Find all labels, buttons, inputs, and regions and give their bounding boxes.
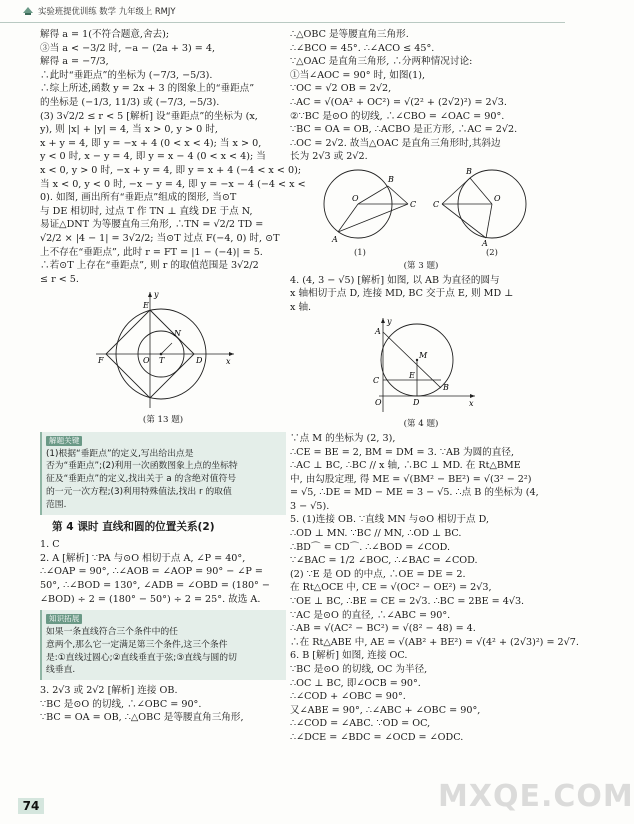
solution-line: ∵AC 是⊙O 的直径, ∴∠ABC = 90°. (290, 609, 451, 621)
solution-line: ∴AC = √(OA² + OC²) = √(2² + (2√2)²) = 2√3. (290, 96, 507, 108)
fig4-a-label: A (375, 327, 381, 337)
solution-line: ∴AB = √(AC² − BC²) = √(8² − 48) = 4. (290, 623, 476, 635)
fig3-2-o-label: O (494, 193, 501, 203)
solution-line: ∴综上所述,函数 y = 2x + 3 的图象上的“垂距点” (40, 83, 255, 95)
solution-line: ∴BD⌒ = CD⌒. ∴∠BOD = ∠COD. (290, 541, 451, 553)
answer-line: ∴∠OAP = 90°, ∴∠AOB = ∠AOP = 90° − ∠P = (40, 566, 263, 578)
tip-tag-extend: 知识拓展 (46, 614, 82, 624)
fig4-e-label: E (409, 371, 415, 381)
solution-line: 中, 由勾股定理, 得 ME = √(BM² − BE²) = √(3² − 2²) (290, 473, 532, 485)
fig4-d-label: D (413, 398, 420, 408)
figure-4-caption: (第 4 题) (403, 419, 439, 430)
fig4-m-label: M (419, 351, 428, 361)
fig3-1-b-label: B (388, 174, 394, 184)
page-header (0, 0, 565, 23)
tip-line: 否为“垂距点”;(2)利用一次函数图象上点的坐标特 (46, 461, 238, 472)
fig13-o-label: O (143, 356, 150, 366)
fig4-o-label: O (375, 398, 382, 408)
solution-line: y), 则 |x| + |y| = 4, 当 x > 0, y > 0 时, (40, 124, 218, 136)
solution-line: ∴CE = BE = 2, BM = DM = 3. ∵AB 为圆的直径, (290, 446, 514, 458)
answer-line: ∵BC 是⊙O 的切线, ∴∠OBC = 90°. (40, 698, 202, 710)
figure-13 (88, 288, 238, 412)
right-column (290, 28, 579, 745)
solution-line: 0). 如图, 画出所有“垂距点”组成的图形, 当⊙T (40, 192, 237, 204)
solution-line: x + y = 4, 即 y = −x + 4 (0 < x < 4); 当 x > 0, (40, 137, 262, 149)
tip-line: 如果一条直线符合三个条件中的任 (46, 627, 178, 638)
page-number: 74 (18, 798, 44, 814)
solution-line: ∵△OAC 是直角三角形, ∴分两种情况讨论: (290, 56, 473, 68)
solution-line: = √5, ∴DE = MD − ME = 3 − √5. ∴点 B 的坐标为 (4, (290, 487, 539, 499)
fig4-y-label: y (387, 317, 392, 327)
fig3-2-a-label: A (482, 238, 488, 248)
figure-3 (290, 164, 552, 260)
answer-line: x 轴. (290, 301, 312, 313)
fig13-n-label: N (174, 329, 181, 339)
fig13-e-label: E (143, 301, 149, 311)
solution-line: 3 − √5). (290, 500, 330, 512)
solution-line: ∵∠BAC = 1/2 ∠BOC, ∴∠BAC = ∠COD. (290, 555, 478, 567)
left-solution-text (40, 28, 306, 286)
fig13-x-label: x (226, 357, 231, 367)
header-title: 实验班提优训练 数学 九年级上 RMJY (38, 6, 176, 16)
figure-4 (361, 316, 481, 416)
solution-line: 上不存在“垂距点”, 此时 r = FT = |1 − (−4)| = 5. (40, 246, 263, 258)
figure-3-caption: (第 3 题) (403, 260, 439, 271)
solution-line: 与 DE 相切时, 过点 T 作 TN ⊥ 直线 DE 于点 N, (40, 205, 253, 217)
book-logo-icon (22, 4, 34, 16)
fig4-c-label: C (373, 376, 380, 386)
figure-13-caption: (第 13 题) (142, 415, 184, 426)
solution-line: 的坐标是 (−1/3, 11/3) 或 (−7/3, −5/3). (40, 96, 220, 108)
tip-line: 范围. (46, 499, 67, 510)
fig3-1-c-label: C (410, 199, 417, 209)
tip-line: 征及“垂距点”的定义,找出关于 a 的含绝对值符号 (46, 474, 237, 485)
solution-line: 解得 a = 1(不符合题意,舍去); (40, 29, 170, 40)
tip-box-extend (40, 610, 286, 680)
watermark: MXQE.COM (438, 779, 634, 814)
fig4-b-label: B (443, 383, 449, 393)
solution-line: ∴OC ⊥ BC, 即∠OCB = 90°. (290, 677, 421, 689)
answer-line: 50°, ∴∠BOD = 130°, ∠ADB = ∠OBD = (180° − (40, 580, 270, 592)
solution-line: (2) ∵E 是 OD 的中点, ∴OE = DE = 2. (290, 568, 466, 580)
answer-line: 1. C (40, 539, 60, 551)
solution-line: ∴∠COD = ∠ABC. ∵OD = OC, (290, 718, 431, 730)
tip-line: 线垂直. (46, 665, 76, 676)
solution-line: x < 0, y > 0 时, −x + y = 4, 即 y = x + 4 (−4 < x < 0); (40, 164, 302, 176)
lesson-title: 第 4 课时 直线和圆的位置关系(2) (52, 520, 215, 533)
solution-line: ∵OC = √2 OB = 2√2, (290, 83, 392, 95)
solution-line: √2/2 × |4 − 1| = 3√2/2; 当⊙T 过点 F(−4, 0) 时, ⊙T (40, 232, 280, 244)
tip-line: 是:①直线过圆心;②直线垂直于弦;③直线与圆的切 (46, 652, 237, 663)
solution-line: ∴在 Rt△ABE 中, AE = √(AB² + BE²) = √(4² + (2√3)²) = 2√7. (290, 636, 579, 648)
solution-line: ∴OD ⊥ MN. ∵BC // MN, ∴OD ⊥ BC. (290, 528, 462, 540)
figure-3-1 (308, 164, 418, 248)
answers-1-2 (40, 538, 286, 606)
answer-line: 3. 2√3 或 2√2 [解析] 连接 OB. (40, 685, 178, 697)
answer-line: 2. A [解析] ∵PA 与⊙O 相切于点 A, ∠P = 40°, (40, 552, 246, 564)
fig3-sub1: (1) (354, 246, 366, 257)
answer-line: ∵BC = OA = OB, ∴△OBC 是等腰直角三角形, (40, 712, 244, 724)
solution-line: 易证△DNT 为等腰直角三角形, ∴TN = √2/2 TD = (40, 219, 264, 231)
answer-line: ∠BOD) ÷ 2 = (180° − 50°) ÷ 2 = 25°. 故选 A. (40, 593, 261, 605)
fig3-1-o-label: O (352, 193, 359, 203)
solution-line: ∵BC 是⊙O 的切线, OC 为半径, (290, 664, 428, 675)
tip-line: 意两个,那么它一定满足第三个条件,这三个条件 (46, 639, 228, 650)
solution-line: ∴AC ⊥ BC, ∴BC // x 轴, ∴BC ⊥ MD. 在 Rt△BME (290, 460, 521, 472)
right-solution-text-3 (290, 28, 552, 164)
solution-line: ≤ r < 5. (40, 273, 79, 285)
answer-3-start (40, 684, 286, 725)
tip-line: (1)根据“垂距点”的定义,写出给出点是 (46, 448, 194, 459)
fig13-y-label: y (154, 290, 159, 300)
question-4 (290, 274, 552, 315)
tip-box-key (40, 432, 286, 515)
right-solution-text-4-6 (290, 432, 579, 745)
solution-line: (3) 3√2/2 ≤ r < 5 [解析] 设“垂距点”的坐标为 (x, (40, 110, 258, 122)
solution-line: ∴∠COD + ∠OBC = 90°. (290, 691, 406, 703)
solution-line: ∴∠DCE = ∠BDC = ∠OCD = ∠ODC. (290, 731, 464, 743)
solution-line: ∵BC = OA = OB, ∴ACBO 是正方形, ∴AC = 2√2. (290, 124, 518, 136)
fig3-2-c-label: C (433, 199, 440, 209)
solution-line: 当 x < 0, y < 0 时, −x − y = 4, 即 y = −x − 4 (−4 < x < (40, 178, 306, 190)
fig3-2-b-label: B (466, 166, 472, 176)
tip-key-text (46, 448, 282, 512)
tip-tag-key: 解题关键 (46, 436, 82, 446)
solution-line: 6. B [解析] 如图, 连接 OC. (290, 650, 408, 662)
solution-line: ∴OC = 2√2. 故当△OAC 是直角三角形时,其斜边 (290, 137, 501, 149)
solution-line: ∴△OBC 是等腰直角三角形. (290, 29, 409, 40)
tip-line: 的一元一次方程;(3)利用特殊值法,找出 r 的取值 (46, 487, 232, 498)
fig4-x-label: x (469, 399, 474, 409)
solution-line: 在 Rt△OCE 中, CE = √(OC² − OE²) = 2√3, (290, 582, 492, 594)
fig3-sub2: (2) (486, 246, 498, 257)
tip-extend-text (46, 626, 282, 677)
figure-3-2 (430, 164, 540, 248)
solution-line: 又∠ABE = 90°, ∴∠ABC + ∠OBC = 90°, (290, 704, 481, 716)
solution-line: ②∵BC 是⊙O 的切线, ∴∠CBO = ∠OAC = 90°. (290, 110, 505, 122)
answer-line: x 轴相切于点 D, 连接 MD, BC 交于点 E, 则 MD ⊥ (290, 288, 514, 300)
solution-line: 长为 2√3 或 2√2. (290, 151, 368, 163)
answer-line: 4. (4, 3 − √5) [解析] 如图, 以 AB 为直径的圆与 (290, 274, 500, 286)
solution-line: ∴此时“垂距点”的坐标为 (−7/3, −5/3). (40, 69, 213, 81)
solution-line: ∴∠BCO = 45°. ∴∠ACO ≤ 45°. (290, 42, 435, 54)
fig13-f-label: F (98, 356, 104, 366)
solution-line: 5. (1)连接 OB. ∵直线 MN 与⊙O 相切于点 D, (290, 514, 490, 526)
solution-line: ①当∠AOC = 90° 时, 如图(1), (290, 69, 426, 81)
solution-line: y < 0 时, x − y = 4, 即 y = x − 4 (0 < x < 4); 当 (40, 151, 266, 163)
solution-line: ∴若⊙T 上存在“垂距点”, 则 r 的取值范围是 3√2/2 (40, 260, 259, 272)
solution-line: ∵点 M 的坐标为 (2, 3), (290, 432, 396, 444)
fig13-t-label: T (159, 356, 165, 366)
fig13-d-label: D (196, 356, 203, 366)
solution-line: ∵OE ⊥ BC, ∴BE = CE = 2√3. ∴BC = 2BE = 4√3. (290, 596, 525, 608)
solution-line: ③当 a < −3/2 时, −a − (2a + 3) = 4, (40, 42, 216, 54)
fig3-1-a-label: A (332, 234, 338, 244)
solution-line: 解得 a = −7/3, (40, 56, 109, 68)
